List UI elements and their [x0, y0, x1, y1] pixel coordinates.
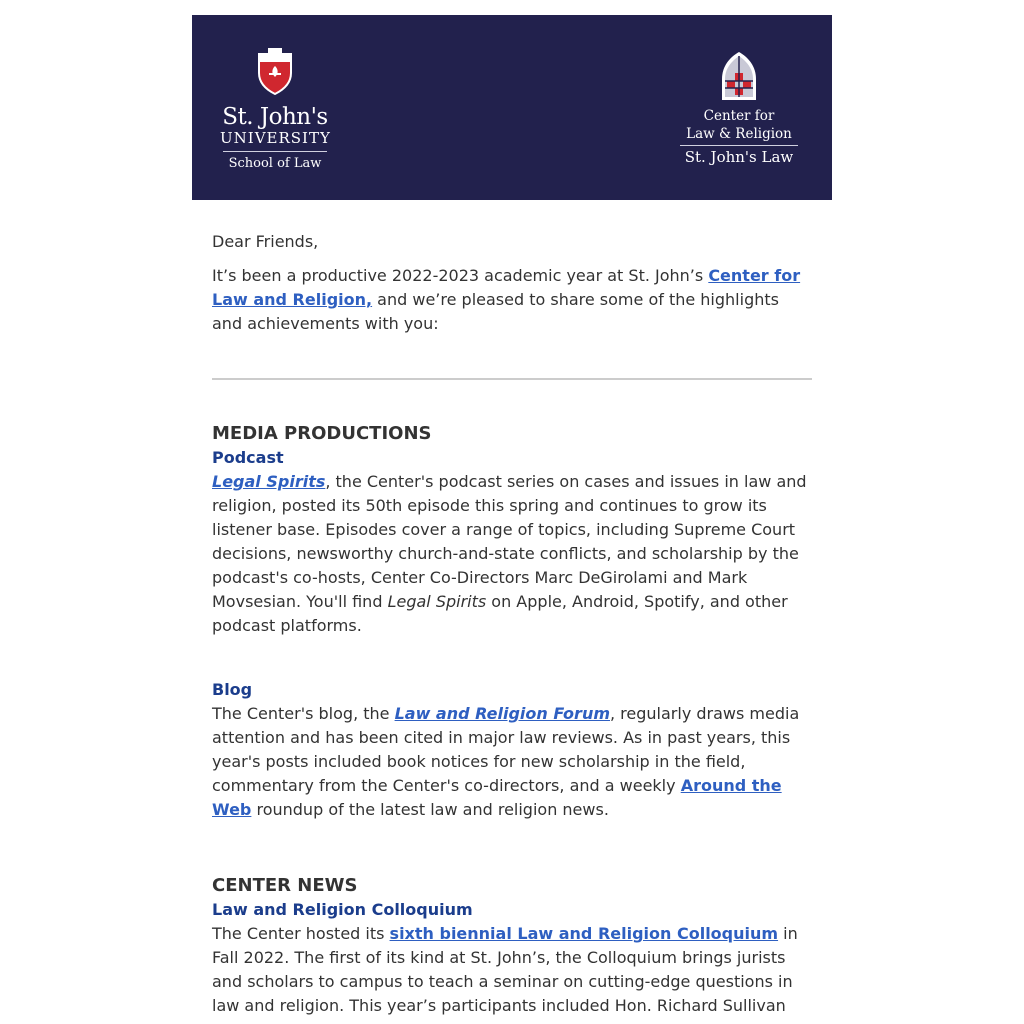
blog-text: , regularly draws media attention and has been cited in major law reviews. As in past years, this year's posts included book notices for new scholarship in the field, commentary from the Center's co-directors, and a weekly [212, 704, 800, 795]
logo-line-3: School of Law [228, 156, 322, 171]
email-content [192, 230, 832, 1018]
arch-window-icon [719, 51, 759, 101]
blog-text: The Center's blog, the [212, 704, 395, 723]
blog-heading: Blog [212, 680, 253, 699]
intro-text: It’s been a productive 2022-2023 academic year at St. John’s [212, 266, 709, 285]
podcast-text: on Apple, Android, Spotify, and other podcast platforms. [212, 592, 788, 635]
colloquium-text: in Fall 2022. The first of its kind at St. John’s, the Colloquium brings jurists and scholars to campus to teach a seminar on cutting-edge questions in law and religion. This year’s participants included Hon. Richard Sullivan [212, 924, 798, 1015]
center-link[interactable]: Center for Law and Religion, [212, 266, 801, 309]
center-law-religion-logo[interactable] [674, 51, 804, 166]
logo-line-2: Law & Religion [686, 126, 792, 142]
shield-crest-icon [255, 47, 295, 95]
blog-text: roundup of the latest law and religion news. [251, 800, 609, 819]
legal-spirits-link[interactable]: Legal Spirits [212, 472, 326, 491]
law-religion-forum-link[interactable]: Law and Religion Forum [394, 704, 610, 723]
colloquium-text: The Center hosted its [212, 924, 390, 943]
intro-paragraph [212, 264, 812, 336]
section-divider [212, 378, 812, 380]
podcast-title-italic: Legal Spirits [387, 592, 487, 611]
greeting: Dear Friends, [212, 232, 319, 251]
email-body [192, 15, 832, 1018]
header-banner [192, 15, 832, 200]
center-news-heading: CENTER NEWS [212, 875, 358, 896]
st-johns-law-logo[interactable] [220, 47, 330, 171]
colloquium-link[interactable]: sixth biennial Law and Religion Colloquium [389, 924, 779, 943]
colloquium-heading: Law and Religion Colloquium [212, 900, 473, 919]
logo-rule [680, 145, 798, 146]
podcast-text: , the Center's podcast series on cases and issues in law and religion, posted its 50th episode this spring and continues to grow its listener base. Episodes cover a range of topics, including Supreme Court decisions, newsworthy church-and-state conflicts, and scholarship by the podcast's co-hosts, Center Co-Directors Marc DeGirolami and Mark Movsesian. You'll find [212, 472, 807, 611]
podcast-paragraph [212, 470, 812, 638]
intro-text: and we’re pleased to share some of the highlights and achievements with you: [212, 290, 779, 333]
podcast-heading: Podcast [212, 448, 284, 467]
logo-line-1: St. John's [222, 104, 328, 130]
logo-rule [223, 151, 327, 152]
colloquium-paragraph [212, 922, 812, 1018]
around-the-web-link[interactable]: Around the Web [212, 776, 782, 819]
logo-line-2: UNIVERSITY [220, 129, 331, 147]
blog-paragraph [212, 702, 812, 822]
media-productions-heading: MEDIA PRODUCTIONS [212, 423, 432, 444]
logo-line-3: St. John's Law [684, 148, 794, 166]
logo-line-1: Center for [703, 108, 775, 124]
